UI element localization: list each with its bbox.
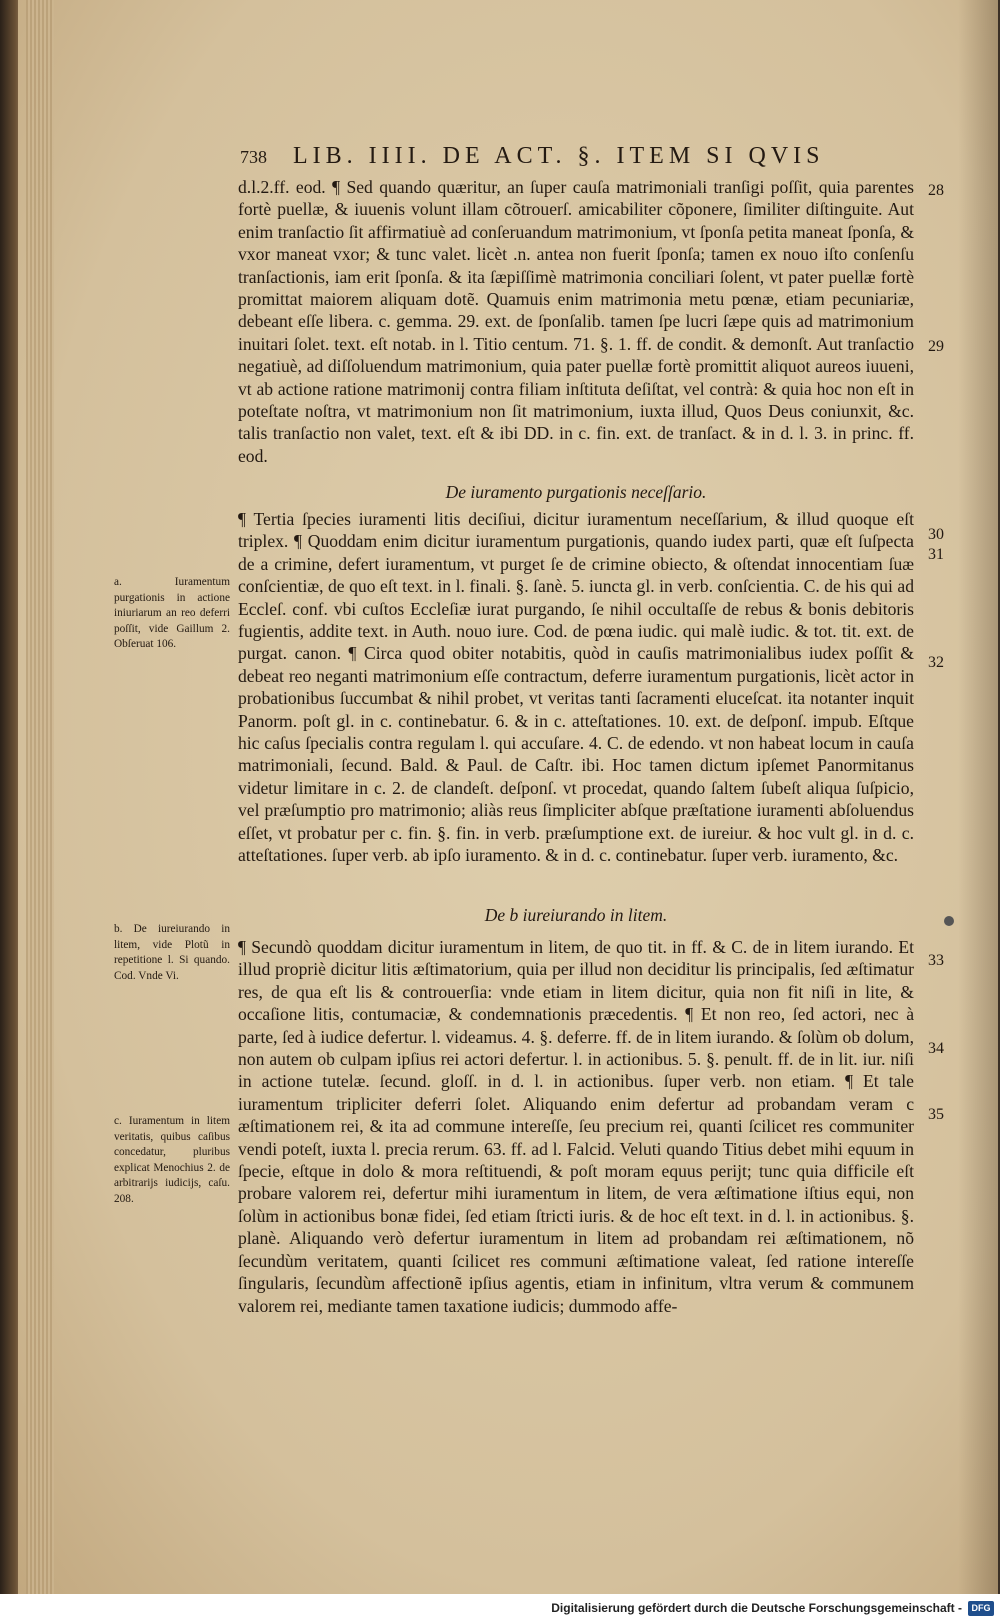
section-heading-purgation: De iuramento purgationis neceſſario. bbox=[445, 482, 707, 502]
section-heading-in-litem: De b iureiurando in litem. bbox=[484, 905, 668, 925]
marginal-note-b: b. De iureiurando in litem, vide Plotũ in repetitione l. Si quando. Cod. Vnde Vi. bbox=[114, 923, 230, 982]
paragraph: ¶ Secundò quoddam dicitur iuramentum in litem, de quo tit. in ff. & C. de in litem iurando. Et illud propriè dicitur litis æſtimatorium, quia per illud non deciditur lis principalis, ſed æſtimatur res, de qua eſt lis & controuerſia: vnde etiam in litem dicitur, quia non fit niſi in lite, & occaſione litis, contumaciæ, & condemnationis præcedentis. ¶ Et non reo, ſed actori, nec à parte, ſed à iudice defertur. l. videamus. 4. §. deferre. ff. de in litem iurando. & ſolùm ob dolum, non autem ob culpam ipſius rei actori defertur. l. in actionibus. 5. §. penult. ff. de in lit. iur. niſi in actione tutelæ. ſecund. gloſſ. in d. l. in actionibus. ſuper verb. non etiam. ¶ Et tale iuramentum tripliciter deferri ſolet. Aliquando enim defertur ad probandam veram c æſtimationem rei, & ita ad commune intereſſe, ſeu precium rei, quanti ſcilicet res communiter vendi poteſt, iuxta l. precia rerum. 63. ff. ad l. Falcid. Veluti quando Titius debet mihi equum in ſpecie, eſtque in dolo & mora reſtituendi, & poſt moram equus perijt; tunc quia difficile eſt probare valorem rei, defertur mihi iuramentum in litem, de vera æſtimatione iſtius equi, non ſolùm in actionibus bonæ fidei, ſed etiam ſtricti iuris. & de hoc eſt text. in d. l. in actionibus. §. planè. Aliquando verò defertur iuramentum in litem ad probandam rei æſtimationem, nõ ſecundùm veritatem, quanti ſcilicet res communi æſtimatione valeat, ſed ratione intereſſe ſingularis, ſecundùm affectionẽ ipſius agentis, etiam in infinitum, vltra verum & communem valorem rei, mediante tamen taxatione iudicis; dummodo affe- bbox=[238, 937, 914, 1316]
text-block-purgation bbox=[238, 508, 914, 867]
margin-number: 32 bbox=[928, 654, 944, 671]
marginal-note-a: a. Iuramentum purgationis in actione iniuriarum an reo deferri poſſit, vide Gaillum 2. Obſeruat 106. bbox=[114, 576, 230, 650]
dfg-logo: DFG bbox=[968, 1601, 994, 1616]
margin-number: 33 bbox=[928, 952, 944, 969]
margin-number: 31 bbox=[928, 546, 944, 563]
margin-number: 34 bbox=[928, 1040, 944, 1057]
page-shadow bbox=[958, 0, 998, 1594]
margin-number: 35 bbox=[928, 1106, 944, 1123]
page-edge bbox=[26, 0, 54, 1594]
margin-number: 30 bbox=[928, 526, 944, 543]
running-head bbox=[240, 143, 840, 170]
text-block-in-litem bbox=[238, 936, 914, 1317]
paragraph: ¶ Tertia ſpecies iuramenti litis deciſiui, dicitur iuramentum neceſſarium, & illud quoque eſt triplex. ¶ Quoddam enim dicitur iuramentum purgationis, quando iudex parti, quæ eſt ſuſpecta de a crimine, defert iuramentum, vt purget ſe de crimine obiecto, & oſtendat innocentiam ſuæ conſcientiæ, de quo eſt text. in l. finali. §. ſanè. 5. iuncta gl. in verb. conſcientia. C. de his qui ad Eccleſ. conf. vbi cuſtos Eccleſiæ iurat purgando, ſe nihil occultaſſe de rebus & bonis debitoris fugientis, addite text. in Auth. nouo iure. Cod. de pœna iudic. qui malè iudic. & tot. tit. ext. de purgat. canon. ¶ Circa quod obiter notabitis, quòd in cauſis matrimonialibus iudex poſſit & debeat reo neganti matrimonium eſſe contractum, deferre iuramentum purgationis, licèt actor in probationibus ſuccumbat & nihil probet, vt veritas tanti ſacramenti eluceſcat. ita notanter inquit Panorm. poſt gl. in c. continebatur. 6. & in c. atteſtationes. 10. ext. de deſponſ. impub. Eſtque hic caſus ſpecialis contra regulam l. qui accuſare. 4. C. de edendo. vt non habeat locum in cauſa matrimoniali, ſecund. Bald. & Paul. de Caſtr. ibi. Hoc tamen dictum ipſemet Panormitanus videtur limitare in c. 2. de clandeſt. deſponſ. vt procedat, quando ſaltem ſubeſt aliqua ſuſpicio, vel præſumptio pro matrimonio; aliàs reus ſimpliciter abſque præſtatione iuramenti abſoluendus eſſet, vt probatur per c. fin. §. fin. in verb. præſumptione ext. de iureiur. & hoc vult gl. in d. c. atteſtationes. ſuper verb. ab ipſo iuramento. & in d. c. continebatur. ſuper verb. iuramento, &c. bbox=[238, 509, 914, 866]
paragraph: d.l.2.ff. eod. ¶ Sed quando quæritur, an ſuper cauſa matrimoniali tranſigi poſſit, quia parentes fortè puellæ, & iuuenis volunt illam cõtrouerſ. amicabiliter cõponere, ſimiliter diſtinguite. Aut enim tranſactio ſit affirmatiuè ad conſeruandum matrimonium, vt ſponſa petita maneat ſponſa, & vxor maneat vxor; & tunc valet. licèt .n. antea non fuerit ſponſa; tamen ex nouo iſto conſenſu tranſactionis, iam erit ſponſa. & ita ſæpiſſimè matrimonia conciliari ſolent, vt pater puellæ fortè promittat maiorem aliquam dotẽ. Quamuis enim matrimonia metu pœnæ, etiam pecuniariæ, debeant eſſe libera. c. gemma. 29. ext. de ſponſalib. tamen ſpe lucri ſæpe quis ad matrimonium inuitari ſolet. text. eſt notab. in l. Titio centum. 71. §. 1. ff. de condit. & demonſt. Aut tranſactio negatiuè, ad diſſoluendum matrimonium, quia pater puellæ fortè promittit aliquot aureos iuueni, vt ab actione ratione matrimonij contra filiam inſtituta deſiſtat, vel contrà: & quia hoc non eſt in poteſtate noſtra, vt matrimonium non ſit matrimonium, iuxta illud, Quos Deus coniunxit, &c. talis tranſactio non valet, text. eſt & ibi DD. in c. fin. ext. de tranſact. & in d. l. 3. in princ. ff. eod. bbox=[238, 177, 914, 466]
page-number: 738 bbox=[240, 147, 267, 167]
margin-number: 29 bbox=[928, 338, 944, 355]
margin-number: 28 bbox=[928, 182, 944, 199]
footer-credit: Digitalisierung gefördert durch die Deutsche Forschungsgemeinschaft - bbox=[551, 1601, 962, 1615]
marginal-note-c: c. Iuramentum in litem veritatis, quibus caſibus concedatur, pluribus explicat Menochius 2. de arbitrarijs iudicijs, caſu. 208. bbox=[114, 1115, 230, 1205]
page-pin-mark bbox=[944, 916, 954, 926]
text-block-transaction bbox=[238, 176, 914, 467]
running-title: LIB. IIII. DE ACT. §. ITEM SI QVIS bbox=[293, 143, 825, 169]
footer-bar bbox=[0, 1594, 1000, 1621]
